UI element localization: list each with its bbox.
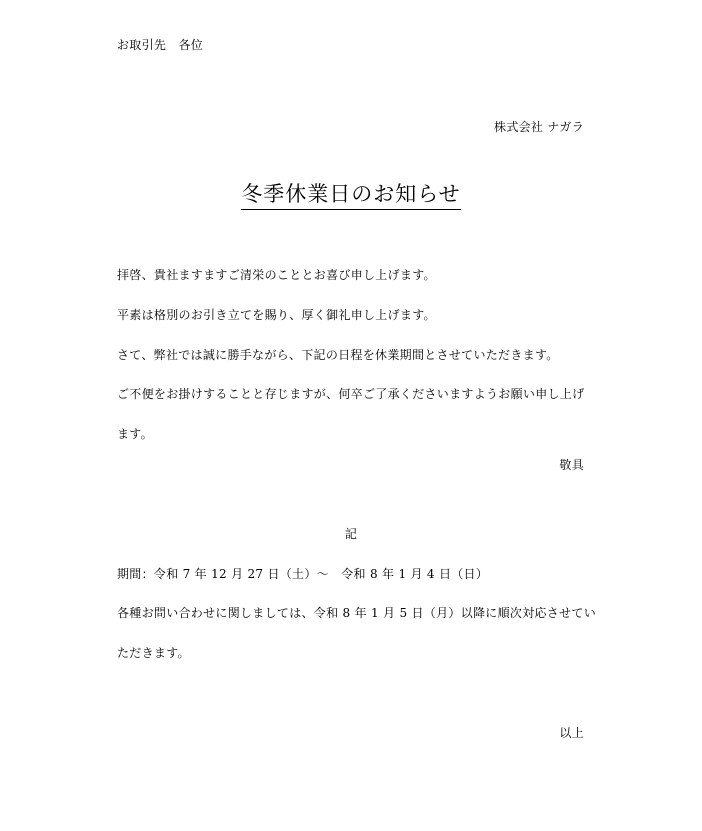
body-line-4: ご不便をお掛けすることと存じますが、何卒ご了承くださいますようお願い申し上げ [117,387,585,401]
ki-heading: 記 [344,527,358,541]
document-title: 冬季休業日のお知らせ [241,180,460,210]
closing-greeting: 敬具 [559,458,584,472]
holiday-period: 期間：令和 7 年 12 月 27 日（土）～ 令和 8 年 1 月 4 日（日） [117,567,489,581]
end-mark: 以上 [559,726,584,740]
body-line-2: 平素は格別のお引き立てを賜り、厚く御礼申し上げます。 [117,308,436,322]
body-line-1: 拝啓、貴社ますますご清栄のこととお喜び申し上げます。 [117,268,436,282]
recipient-line: お取引先 各位 [117,38,204,52]
body-line-3: さて、弊社では誠に勝手ながら、下記の日程を休業期間とさせていただきます。 [117,348,559,362]
sender-company: 株式会社 ナガラ [494,120,584,134]
notice-line-1: 各種お問い合わせに関しましては、令和 8 年 1 月 5 日（月）以降に順次対応させてい [117,606,596,620]
title-container [0,180,702,210]
body-line-5: ます。 [117,427,153,441]
notice-line-2: ただきます。 [117,646,190,660]
